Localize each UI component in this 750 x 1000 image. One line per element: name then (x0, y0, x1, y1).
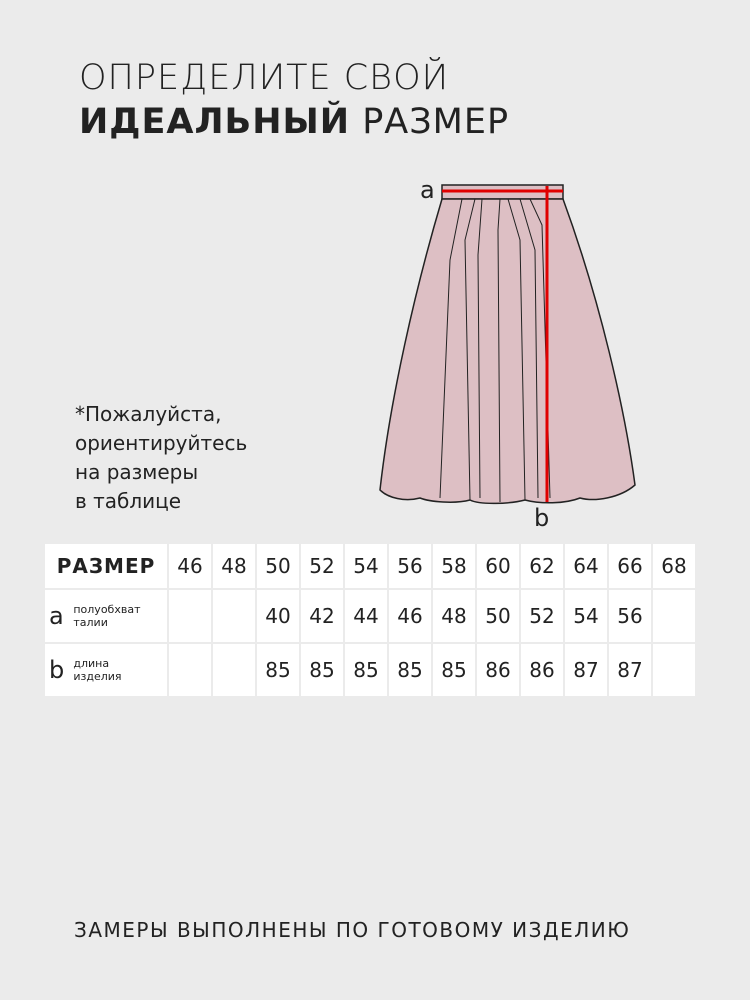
measure-label-a: a (420, 176, 435, 204)
title-rest: РАЗМЕР (350, 102, 510, 142)
value-cell: 40 (257, 590, 299, 642)
value-cell: 56 (609, 590, 651, 642)
size-cell: 66 (609, 544, 651, 588)
note-line: *Пожалуйста, (75, 402, 222, 426)
value-cell: 46 (389, 590, 431, 642)
row-description (73, 657, 121, 683)
size-note (75, 400, 247, 516)
row-label-line: полуобхват (73, 603, 141, 616)
value-cell: 86 (477, 644, 519, 696)
size-table (43, 542, 697, 698)
row-letter: b (49, 656, 65, 684)
value-cell: 86 (521, 644, 563, 696)
row-label-line: талии (73, 616, 108, 629)
value-cell: 87 (565, 644, 607, 696)
size-header-label: РАЗМЕР (45, 544, 167, 588)
row-label-waist (45, 590, 167, 642)
row-label-length (45, 644, 167, 696)
value-cell: 44 (345, 590, 387, 642)
size-cell: 62 (521, 544, 563, 588)
footer-note: ЗАМЕРЫ ВЫПОЛНЕНЫ ПО ГОТОВОМУ ИЗДЕЛИЮ (74, 918, 631, 942)
page-title-line-2 (79, 102, 509, 142)
row-label-line: изделия (73, 670, 122, 683)
value-cell: 85 (301, 644, 343, 696)
row-description (73, 603, 140, 629)
title-bold-word: ИДЕАЛЬНЫЙ (79, 102, 351, 142)
size-header-row (45, 544, 695, 588)
value-cell: 52 (521, 590, 563, 642)
value-cell: 85 (345, 644, 387, 696)
value-cell (653, 644, 695, 696)
size-cell: 64 (565, 544, 607, 588)
size-cell: 56 (389, 544, 431, 588)
size-cell: 54 (345, 544, 387, 588)
table-row-length (45, 644, 695, 696)
size-cell: 52 (301, 544, 343, 588)
size-cell: 50 (257, 544, 299, 588)
value-cell (169, 590, 211, 642)
value-cell: 50 (477, 590, 519, 642)
value-cell: 85 (389, 644, 431, 696)
size-cell: 68 (653, 544, 695, 588)
note-line: в таблице (75, 489, 182, 513)
row-letter: a (49, 602, 64, 630)
note-line: на размеры (75, 460, 199, 484)
value-cell: 54 (565, 590, 607, 642)
value-cell (653, 590, 695, 642)
page-title-line-1: ОПРЕДЕЛИТЕ СВОЙ (79, 58, 450, 98)
value-cell (213, 590, 255, 642)
row-label-line: длина (73, 657, 110, 670)
value-cell: 48 (433, 590, 475, 642)
value-cell: 85 (433, 644, 475, 696)
value-cell: 87 (609, 644, 651, 696)
size-cell: 46 (169, 544, 211, 588)
size-cell: 48 (213, 544, 255, 588)
table-row-waist (45, 590, 695, 642)
size-cell: 58 (433, 544, 475, 588)
value-cell: 42 (301, 590, 343, 642)
value-cell (169, 644, 211, 696)
skirt-illustration (370, 180, 640, 510)
size-cell: 60 (477, 544, 519, 588)
skirt-body (380, 199, 635, 503)
value-cell: 85 (257, 644, 299, 696)
note-line: ориентируйтесь (75, 431, 248, 455)
value-cell (213, 644, 255, 696)
measure-label-b: b (534, 504, 550, 532)
